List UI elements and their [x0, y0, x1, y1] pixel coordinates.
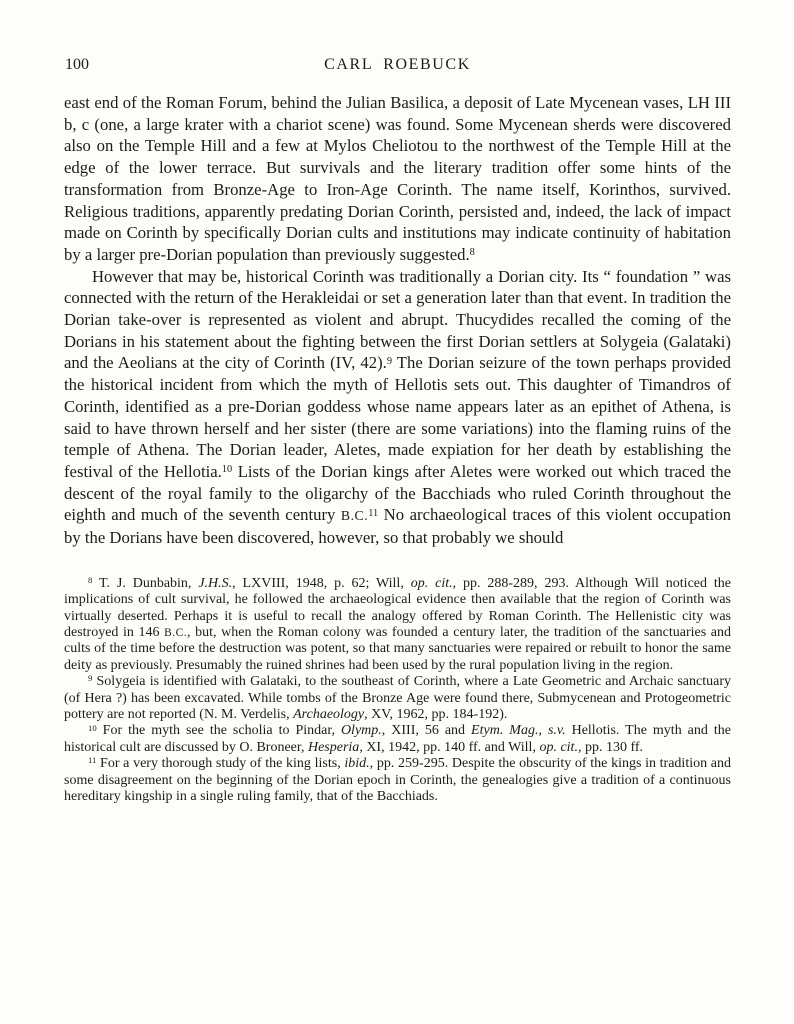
text-run: Hellotis. The myth and the historical cult are discussed by O. Broneer, [64, 723, 731, 755]
page-number: 100 [65, 56, 89, 73]
text-run: , LXVIII, 1948, p. 62; Will, [232, 575, 411, 591]
text-run: Etym. Mag., s.v. [471, 723, 566, 739]
text-run: Solygeia is identified with Galataki, to the southeast of Corinth, where a Late Geometric and Archaic sanctuary (of Hera ?) has been excavated. While tombs of the Bronze Age were found there, Submycenean and Protogeometric pottery are not reported (N. M. Verdelis, [64, 674, 731, 723]
footnote-marker: 9 [88, 673, 93, 684]
text-run: Lists of the Dorian kings after Aletes were worked out which traced the descent of the royal family to the oligarchy of the Bacchiads who ruled Corinth throughout the eighth and much of the seventh century [64, 461, 732, 525]
text-run: , but, when the Roman colony was founded a century later, the tradition of the sanctuaries and cults of the time before the destruction was potent, so that many sanctuaries were repaired or rebuilt to honor the same deity as previously. Presumably the ruined shrines had been used by the rural population living in the region. [64, 624, 731, 673]
text-run: op. cit. [410, 575, 453, 591]
footnote-marker: 11 [368, 507, 379, 519]
footnote-marker: 8 [469, 247, 475, 259]
text-run: Olymp. [340, 723, 382, 739]
text-run: , pp. 259-295. Despite the obscurity of the kings in tradition and some disagreement on the beginning of the Dorian epoch in Corinth, the genealogies give a tradition of a continuous hereditary kingship in a single ruling family, that of the Bacchiads. [64, 756, 732, 805]
text-run: However that may be, historical Corinth was traditionally a Dorian city. Its “ foundation ” was connected with the return of the Herakleidai or set a generation later than that event. In tradition the Dorian take-over is represented as violent and abrupt. Thucydides recalled the coming of the Dorians in his statement about the fighting between the first Dorian settlers at Solygeia (Galataki) and the Aeolians at the city of Corinth (IV, 42). [64, 266, 731, 373]
text-run: J.H.S. [198, 575, 233, 591]
text-run: , pp. 288-289, 293. Although Will noticed the implications of cult survival, he followed the archaeological evidence then available that the region of Corinth was virtually deserted. Perhaps it is useful to recall the analogy offered by Roman Corinth. The Hellenistic city was destroyed in 146 [64, 575, 731, 640]
text-run: B.C. [164, 626, 188, 639]
text-run: T. J. Dunbabin, [92, 575, 199, 591]
paragraph-2 [64, 266, 731, 549]
footnote-10 [64, 723, 731, 756]
footnote-11 [64, 756, 731, 805]
footnote-marker: 10 [88, 722, 97, 733]
text-run: , XV, 1962, pp. 184-192). [364, 707, 508, 723]
text-run: , XI, 1942, pp. 140 ff. and Will, [359, 739, 540, 755]
footnote-9 [64, 674, 731, 723]
text-run: ibid. [344, 756, 370, 772]
text-run: Hesperia [307, 739, 360, 755]
footnote-marker: 9 [386, 355, 392, 367]
footnote-marker: 11 [88, 755, 97, 766]
text-run: op. cit. [539, 739, 578, 755]
footnote-marker: 10 [221, 464, 233, 476]
text-run: No archaeological traces of this violent occupation by the Dorians have been discovered, however, so that probably we should [64, 505, 732, 548]
running-head: CARL ROEBUCK [324, 56, 471, 73]
text-run: Archaeology [293, 707, 365, 723]
footnotes-section [64, 576, 731, 806]
footnote-8 [64, 576, 731, 674]
text-run: , pp. 130 ff. [577, 739, 644, 755]
page-header [64, 56, 731, 76]
text-run: , XIII, 56 and [381, 723, 472, 739]
text-run: B.C. [340, 508, 369, 524]
footnote-marker: 8 [88, 574, 93, 585]
text-run: For a very thorough study of the king lists, [96, 756, 345, 772]
text-run: east end of the Roman Forum, behind the Julian Basilica, a deposit of Late Mycenean vases, LH III b, c (one, a large krater with a chariot scene) was found. Some Mycenean sherds were discovered also on the Temple Hill and a few at Mylos Cheliotou to the northwest of the Temple Hill at the edge of the lower terrace. But survivals and the literary tradition offer some hints of the transformation from Bronze-Age to Iron-Age Corinth. The name itself, Korinthos, survived. Religious traditions, apparently predating Dorian Corinth, persisted and, indeed, the lack of impact made on Corinth by specifically Dorian cults and institutions may indicate continuity of habitation by a larger pre-Dorian population than previously suggested. [64, 93, 731, 264]
text-run: For the myth see the scholia to Pindar, [96, 723, 341, 739]
main-text [64, 92, 731, 549]
text-run: The Dorian seizure of the town perhaps provided the historical incident from which the myth of Hellotis sets out. This daughter of Timandros of Corinth, identified as a pre-Dorian goddess whose name appears later as an epithet of Athena, is said to have thrown herself and her sister (there are some variations) into the flaming ruins of the temple of Athena. The Dorian leader, Aletes, made expiation for her death by establishing the festival of the Hellotia. [64, 353, 731, 481]
paragraph-1 [64, 92, 731, 266]
